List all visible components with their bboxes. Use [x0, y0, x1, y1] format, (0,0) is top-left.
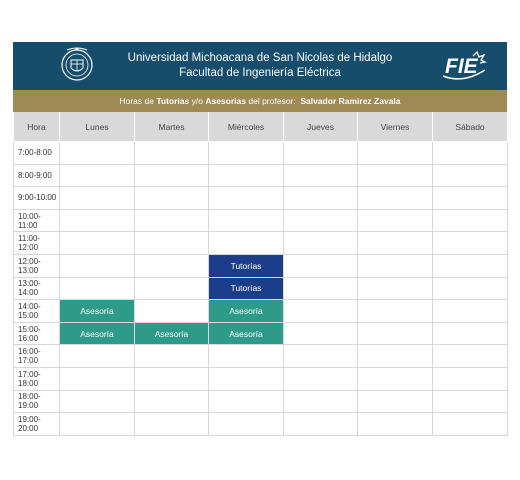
empty-cell	[284, 413, 358, 436]
empty-cell	[358, 367, 433, 390]
asesoria-slot[interactable]: Asesoría	[135, 322, 209, 345]
subheader-asesorias: Asesorias	[205, 96, 246, 106]
empty-cell	[209, 232, 284, 255]
empty-cell	[209, 390, 284, 413]
table-row	[14, 277, 508, 300]
hour-label: 13:00-14:00	[14, 277, 60, 300]
empty-cell	[358, 187, 433, 210]
empty-cell	[284, 187, 358, 210]
table-row	[14, 300, 508, 323]
empty-cell	[60, 187, 135, 210]
empty-cell	[284, 164, 358, 187]
table-row	[14, 164, 508, 187]
column-header: Viernes	[358, 112, 433, 142]
empty-cell	[135, 367, 209, 390]
empty-cell	[358, 232, 433, 255]
empty-cell	[209, 345, 284, 368]
empty-cell	[284, 142, 358, 165]
table-row	[14, 187, 508, 210]
empty-cell	[433, 277, 508, 300]
empty-cell	[60, 367, 135, 390]
fie-logo-text: FIE	[445, 55, 478, 78]
empty-cell	[358, 142, 433, 165]
empty-cell	[60, 345, 135, 368]
empty-cell	[433, 209, 508, 232]
empty-cell	[135, 142, 209, 165]
hour-label: 8:00-9:00	[14, 164, 60, 187]
tutoria-slot[interactable]: Tutorías	[209, 254, 284, 277]
table-row	[14, 142, 508, 165]
column-header: Jueves	[284, 112, 358, 142]
empty-cell	[60, 277, 135, 300]
empty-cell	[60, 142, 135, 165]
table-row	[14, 209, 508, 232]
empty-cell	[358, 413, 433, 436]
empty-cell	[60, 232, 135, 255]
fie-logo	[437, 48, 489, 84]
table-row	[14, 254, 508, 277]
empty-cell	[284, 232, 358, 255]
table-row	[14, 232, 508, 255]
table-body	[14, 142, 508, 436]
empty-cell	[433, 254, 508, 277]
schedule-page	[13, 42, 507, 436]
hour-label: 9:00-10:00	[14, 187, 60, 210]
empty-cell	[135, 164, 209, 187]
empty-cell	[209, 413, 284, 436]
professor-banner	[13, 90, 507, 112]
empty-cell	[358, 300, 433, 323]
empty-cell	[135, 277, 209, 300]
faculty-name: Facultad de Ingeniería Eléctrica	[179, 67, 341, 79]
empty-cell	[358, 322, 433, 345]
hour-label: 19:00-20:00	[14, 413, 60, 436]
hour-label: 7:00-8:00	[14, 142, 60, 165]
empty-cell	[135, 254, 209, 277]
empty-cell	[358, 254, 433, 277]
column-header: Martes	[135, 112, 209, 142]
hour-label: 12:00-13:00	[14, 254, 60, 277]
asesoria-slot[interactable]: Asesoría	[209, 300, 284, 323]
empty-cell	[284, 277, 358, 300]
empty-cell	[433, 390, 508, 413]
empty-cell	[358, 209, 433, 232]
header-banner	[13, 42, 507, 90]
hour-label: 14:00-15:00	[14, 300, 60, 323]
empty-cell	[135, 187, 209, 210]
empty-cell	[60, 413, 135, 436]
table-row	[14, 367, 508, 390]
empty-cell	[433, 367, 508, 390]
empty-cell	[284, 209, 358, 232]
asesoria-slot[interactable]: Asesoría	[209, 322, 284, 345]
empty-cell	[433, 300, 508, 323]
column-header: Hora	[14, 112, 60, 142]
empty-cell	[135, 300, 209, 323]
empty-cell	[135, 209, 209, 232]
empty-cell	[60, 390, 135, 413]
hour-label: 15:00-16:00	[14, 322, 60, 345]
empty-cell	[284, 254, 358, 277]
asesoria-slot[interactable]: Asesoría	[60, 322, 135, 345]
empty-cell	[209, 209, 284, 232]
empty-cell	[209, 367, 284, 390]
empty-cell	[433, 142, 508, 165]
table-row	[14, 390, 508, 413]
empty-cell	[209, 142, 284, 165]
empty-cell	[284, 300, 358, 323]
empty-cell	[284, 390, 358, 413]
empty-cell	[358, 345, 433, 368]
empty-cell	[135, 413, 209, 436]
empty-cell	[284, 322, 358, 345]
empty-cell	[135, 390, 209, 413]
empty-cell	[433, 322, 508, 345]
empty-cell	[60, 164, 135, 187]
table-row	[14, 322, 508, 345]
empty-cell	[358, 164, 433, 187]
empty-cell	[284, 367, 358, 390]
hour-label: 11:00-12:00	[14, 232, 60, 255]
subheader-connector: y/o	[191, 96, 203, 106]
empty-cell	[209, 187, 284, 210]
empty-cell	[433, 187, 508, 210]
empty-cell	[358, 390, 433, 413]
empty-cell	[60, 254, 135, 277]
empty-cell	[433, 232, 508, 255]
subheader-tutorias: Tutorias	[156, 96, 190, 106]
schedule-table	[13, 112, 508, 436]
subheader-prefix: Horas de	[119, 96, 154, 106]
hour-label: 17:00-18:00	[14, 367, 60, 390]
table-header-row	[14, 112, 508, 142]
empty-cell	[135, 345, 209, 368]
column-header: Lunes	[60, 112, 135, 142]
empty-cell	[135, 232, 209, 255]
subheader-mid: del profesor:	[248, 96, 296, 106]
title-block	[13, 51, 507, 81]
empty-cell	[209, 164, 284, 187]
university-name: Universidad Michoacana de San Nicolas de Hidalgo	[127, 52, 393, 64]
table-row	[14, 345, 508, 368]
hour-label: 18:00-19:00	[14, 390, 60, 413]
column-header: Sábado	[433, 112, 508, 142]
empty-cell	[433, 164, 508, 187]
empty-cell	[358, 277, 433, 300]
hour-label: 10:00-11:00	[14, 209, 60, 232]
hour-label: 16:00-17:00	[14, 345, 60, 368]
empty-cell	[284, 345, 358, 368]
empty-cell	[433, 345, 508, 368]
column-header: Miércoles	[209, 112, 284, 142]
professor-name: Salvador Ramirez Zavala	[300, 96, 401, 106]
tutoria-slot[interactable]: Tutorías	[209, 277, 284, 300]
empty-cell	[433, 413, 508, 436]
empty-cell	[60, 209, 135, 232]
asesoria-slot[interactable]: Asesoría	[60, 300, 135, 323]
table-row	[14, 413, 508, 436]
